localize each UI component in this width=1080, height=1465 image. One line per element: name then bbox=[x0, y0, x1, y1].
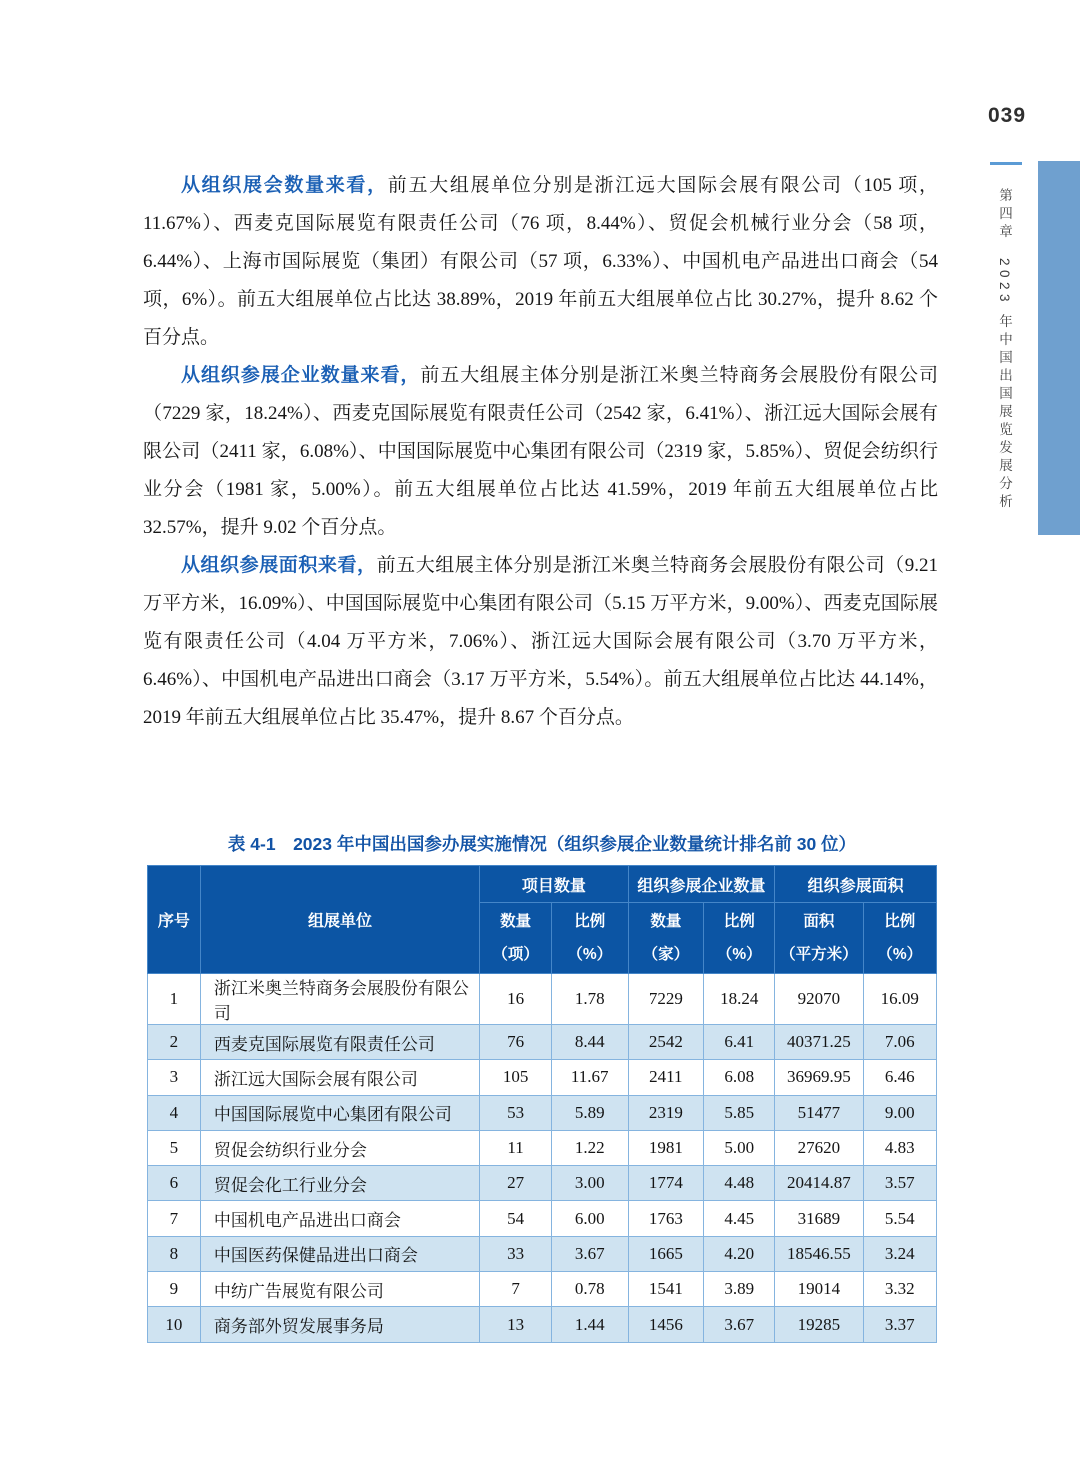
cell-enterprises: 1763 bbox=[628, 1201, 704, 1236]
cell-projects: 27 bbox=[480, 1166, 552, 1201]
cell-enterprises: 1665 bbox=[628, 1236, 704, 1271]
cell-area: 18546.55 bbox=[775, 1236, 863, 1271]
paragraph-lead: 从组织参展企业数量来看， bbox=[181, 365, 421, 386]
cell-area: 40371.25 bbox=[775, 1025, 863, 1060]
cell-projects: 16 bbox=[480, 974, 552, 1025]
table-row bbox=[148, 1307, 937, 1342]
cell-enterprises-pct: 18.24 bbox=[704, 974, 775, 1025]
cell-enterprises: 2411 bbox=[628, 1060, 704, 1095]
header-projects-qty: 数量 （项） bbox=[480, 903, 552, 974]
cell-no: 8 bbox=[148, 1236, 201, 1271]
cell-organizer: 商务部外贸发展事务局 bbox=[200, 1307, 479, 1342]
header-group-row bbox=[148, 866, 937, 903]
cell-organizer: 贸促会化工行业分会 bbox=[200, 1166, 479, 1201]
cell-enterprises-pct: 4.20 bbox=[704, 1236, 775, 1271]
cell-projects: 7 bbox=[480, 1272, 552, 1307]
cell-area: 19014 bbox=[775, 1272, 863, 1307]
table-row bbox=[148, 1130, 937, 1165]
header-area-pct: 比例 （%） bbox=[863, 903, 936, 974]
cell-projects-pct: 3.67 bbox=[551, 1236, 628, 1271]
cell-organizer: 中纺广告展览有限公司 bbox=[200, 1272, 479, 1307]
cell-enterprises-pct: 4.48 bbox=[704, 1166, 775, 1201]
header-group-projects: 项目数量 bbox=[480, 866, 628, 903]
cell-area: 27620 bbox=[775, 1130, 863, 1165]
table-row bbox=[148, 1025, 937, 1060]
paragraph-text: 前五大组展单位分别是浙江远大国际会展有限公司（105 项，11.67%）、西麦克国际展览有限责任公司（76 项，8.44%）、贸促会机械行业分会（58 项，6.44%）、上海市国际展览（集团）有限公司（57 项，6.33%）、中国机电产品进出口商会（54 项，6%）。前五大组展单位占比达 38.89%，2019 年前五大组展单位占比 30.27%，提升 8.62 个百分点。 bbox=[143, 175, 938, 348]
header-projects-pct: 比例 （%） bbox=[551, 903, 628, 974]
cell-projects: 33 bbox=[480, 1236, 552, 1271]
cell-area-pct: 4.83 bbox=[863, 1130, 936, 1165]
cell-projects-pct: 1.78 bbox=[551, 974, 628, 1025]
cell-enterprises: 1456 bbox=[628, 1307, 704, 1342]
cell-projects-pct: 0.78 bbox=[551, 1272, 628, 1307]
cell-enterprises: 1541 bbox=[628, 1272, 704, 1307]
cell-projects-pct: 1.44 bbox=[551, 1307, 628, 1342]
cell-enterprises: 1774 bbox=[628, 1166, 704, 1201]
cell-area-pct: 3.57 bbox=[863, 1166, 936, 1201]
cell-no: 2 bbox=[148, 1025, 201, 1060]
cell-organizer: 西麦克国际展览有限责任公司 bbox=[200, 1025, 479, 1060]
cell-area-pct: 9.00 bbox=[863, 1095, 936, 1130]
cell-area: 51477 bbox=[775, 1095, 863, 1130]
header-enterprises-pct: 比例 （%） bbox=[704, 903, 775, 974]
cell-projects: 11 bbox=[480, 1130, 552, 1165]
cell-projects-pct: 1.22 bbox=[551, 1130, 628, 1165]
cell-enterprises-pct: 3.89 bbox=[704, 1272, 775, 1307]
cell-projects: 13 bbox=[480, 1307, 552, 1342]
table-row bbox=[148, 1060, 937, 1095]
header-rule bbox=[990, 162, 1022, 165]
cell-organizer: 中国国际展览中心集团有限公司 bbox=[200, 1095, 479, 1130]
cell-no: 9 bbox=[148, 1272, 201, 1307]
cell-organizer: 贸促会纺织行业分会 bbox=[200, 1130, 479, 1165]
cell-projects: 54 bbox=[480, 1201, 552, 1236]
cell-area-pct: 7.06 bbox=[863, 1025, 936, 1060]
cell-no: 5 bbox=[148, 1130, 201, 1165]
cell-area-pct: 5.54 bbox=[863, 1201, 936, 1236]
table-row bbox=[148, 1201, 937, 1236]
paragraph-exhibition-area bbox=[143, 547, 938, 737]
cell-no: 7 bbox=[148, 1201, 201, 1236]
table-title: 表 4-1 2023 年中国出国参办展实施情况（组织参展企业数量统计排名前 30 位） bbox=[227, 834, 857, 854]
cell-organizer: 中国机电产品进出口商会 bbox=[200, 1201, 479, 1236]
cell-no: 4 bbox=[148, 1095, 201, 1130]
header-enterprises-qty: 数量 （家） bbox=[628, 903, 704, 974]
header-organizer: 组展单位 bbox=[200, 866, 479, 974]
cell-projects: 53 bbox=[480, 1095, 552, 1130]
cell-area-pct: 6.46 bbox=[863, 1060, 936, 1095]
chapter-sidebar bbox=[994, 188, 1014, 808]
table-header bbox=[148, 866, 937, 974]
cell-organizer: 浙江远大国际会展有限公司 bbox=[200, 1060, 479, 1095]
cell-area-pct: 16.09 bbox=[863, 974, 936, 1025]
cell-enterprises: 1981 bbox=[628, 1130, 704, 1165]
cell-projects: 76 bbox=[480, 1025, 552, 1060]
cell-enterprises-pct: 4.45 bbox=[704, 1201, 775, 1236]
table-row bbox=[148, 1166, 937, 1201]
paragraph-lead: 从组织展会数量来看， bbox=[181, 175, 388, 196]
cell-enterprises-pct: 3.67 bbox=[704, 1307, 775, 1342]
cell-organizer: 中国医药保健品进出口商会 bbox=[200, 1236, 479, 1271]
cell-no: 6 bbox=[148, 1166, 201, 1201]
paragraph-enterprise-count bbox=[143, 357, 938, 547]
cell-area-pct: 3.24 bbox=[863, 1236, 936, 1271]
page-number: 039 bbox=[988, 104, 1027, 127]
cell-no: 3 bbox=[148, 1060, 201, 1095]
cell-area: 92070 bbox=[775, 974, 863, 1025]
chapter-title: 2023 年中国出国展览发展分析 bbox=[997, 258, 1012, 513]
table-row bbox=[148, 974, 937, 1025]
cell-enterprises-pct: 6.41 bbox=[704, 1025, 775, 1060]
header-group-enterprises: 组织参展企业数量 bbox=[628, 866, 775, 903]
header-group-area: 组织参展面积 bbox=[775, 866, 937, 903]
table-row bbox=[148, 1236, 937, 1271]
cell-enterprises-pct: 5.00 bbox=[704, 1130, 775, 1165]
cell-projects-pct: 11.67 bbox=[551, 1060, 628, 1095]
cell-enterprises: 2319 bbox=[628, 1095, 704, 1130]
cell-projects-pct: 8.44 bbox=[551, 1025, 628, 1060]
cell-enterprises: 2542 bbox=[628, 1025, 704, 1060]
paragraph-text: 前五大组展主体分别是浙江米奥兰特商务会展股份有限公司（7229 家，18.24%）、西麦克国际展览有限责任公司（2542 家，6.41%）、浙江远大国际会展有限公司（2411 家，6.08%）、中国国际展览中心集团有限公司（2319 家，5.85%）、贸促会纺织行业分会（1981 家，5.00%）。前五大组展单位占比达 41.59%，2019 年前五大组展单位占比 32.57%，提升 9.02 个百分点。 bbox=[143, 365, 938, 538]
cell-projects: 105 bbox=[480, 1060, 552, 1095]
statistics-table bbox=[147, 865, 937, 1343]
table-row bbox=[148, 1272, 937, 1307]
cell-area: 36969.95 bbox=[775, 1060, 863, 1095]
cell-no: 1 bbox=[148, 974, 201, 1025]
table-row bbox=[148, 1095, 937, 1130]
cell-organizer: 浙江米奥兰特商务会展股份有限公司 bbox=[200, 974, 479, 1025]
paragraph-exhibition-count bbox=[143, 167, 938, 357]
chapter-band bbox=[1038, 161, 1080, 535]
cell-no: 10 bbox=[148, 1307, 201, 1342]
cell-projects-pct: 5.89 bbox=[551, 1095, 628, 1130]
chapter-label: 第四章 bbox=[997, 188, 1012, 242]
table-section bbox=[147, 831, 937, 1343]
cell-enterprises-pct: 5.85 bbox=[704, 1095, 775, 1130]
cell-area: 20414.87 bbox=[775, 1166, 863, 1201]
cell-area-pct: 3.37 bbox=[863, 1307, 936, 1342]
cell-area: 31689 bbox=[775, 1201, 863, 1236]
cell-projects-pct: 3.00 bbox=[551, 1166, 628, 1201]
paragraph-lead: 从组织参展面积来看， bbox=[181, 555, 377, 576]
cell-enterprises-pct: 6.08 bbox=[704, 1060, 775, 1095]
header-index: 序号 bbox=[148, 866, 201, 974]
cell-area: 19285 bbox=[775, 1307, 863, 1342]
paragraph-text: 前五大组展主体分别是浙江米奥兰特商务会展股份有限公司（9.21 万平方米，16.09%）、中国国际展览中心集团有限公司（5.15 万平方米，9.00%）、西麦克国际展览有限责任公司（4.04 万平方米，7.06%）、浙江远大国际会展有限公司（3.70 万平方米，6.46%）、中国机电产品进出口商会（3.17 万平方米，5.54%）。前五大组展单位占比达 44.14%，2019 年前五大组展单位占比 35.47%，提升 8.67 个百分点。 bbox=[143, 555, 938, 728]
header-area: 面积 （平方米） bbox=[775, 903, 863, 974]
body-text bbox=[143, 167, 938, 737]
cell-projects-pct: 6.00 bbox=[551, 1201, 628, 1236]
cell-area-pct: 3.32 bbox=[863, 1272, 936, 1307]
cell-enterprises: 7229 bbox=[628, 974, 704, 1025]
table-body bbox=[148, 974, 937, 1343]
